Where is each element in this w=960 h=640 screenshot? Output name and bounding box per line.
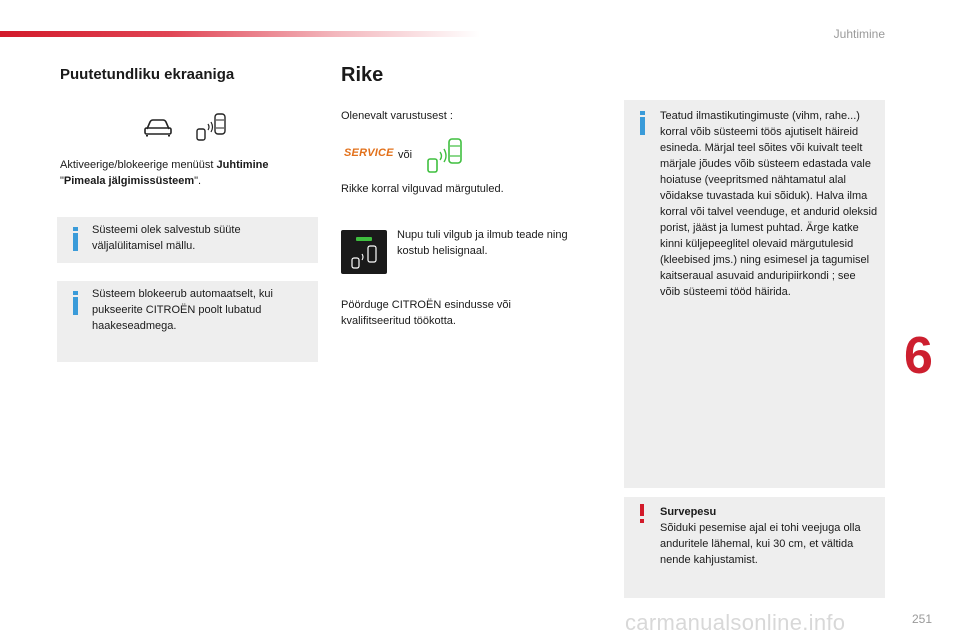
service-warning-icon: SERVICE: [344, 147, 394, 159]
warning-text: Sõiduki pesemise ajal ei tohi veejuga olla anduritele lähemal, kui 30 cm, et vältida nende kahjustamist.: [660, 522, 861, 566]
info-weather-text: Teatud ilmastikutingimuste (vihm, rahe...) korral võib süsteemi töös ajutiselt häireid esineda. Märjal teel sõites või kuivalt teelt märjale jõudes võib süsteem edastada vale hoiatuse (veepritsmed nähtamatul alal võidakse tuvastada kui sõiduk). Halva ilma korral või talvel veenduge, et andurid oleksid porist, jääst ja lumest puhtad. Ärge katke kinni küljepeeglitel olevaid märgutulesid (kleebised jms.) ning esimesel ja tagumisel kaitseraual asuvaid anduripiirkondi ; see võib süsteemi tööd häirida.: [660, 110, 878, 298]
fault-text: Rikke korral vilguvad märgutuled.: [341, 183, 504, 195]
contact-dealer-text: Pöörduge CITROËN esindusse või kvalifitseeritud töökotta.: [341, 299, 511, 327]
info-icon-dot: [73, 227, 78, 231]
button-symbol-icon: [347, 245, 381, 271]
watermark: carmanualsonline.info: [625, 610, 846, 635]
info-icon: [73, 233, 78, 251]
warning-title: Survepesu: [660, 506, 717, 518]
car-icon: [142, 117, 174, 137]
fault-heading: Rike: [341, 64, 384, 86]
info-icon: [640, 117, 645, 135]
chapter-number: 6: [904, 327, 933, 385]
blind-spot-warning-icon: [425, 137, 465, 175]
quote-open: ": [60, 175, 64, 187]
blind-spot-icon: [194, 112, 228, 142]
warning-content: [660, 504, 878, 568]
activation-instructions: [60, 157, 310, 189]
warning-icon-dot: [640, 519, 644, 523]
info-icon-dot: [640, 111, 645, 115]
info-icon-dot: [73, 291, 78, 295]
warning-box-washing: [624, 497, 885, 598]
menu-name-blind-spot: Pimeala jälgimissüsteem: [63, 175, 195, 187]
button-text: Nupu tuli vilgub ja ilmub teade ning kostub helisignaal.: [397, 229, 568, 257]
blind-spot-button-icon: [341, 230, 387, 274]
info-box-towing: [57, 281, 318, 362]
touchscreen-heading: Puutetundliku ekraaniga: [60, 66, 235, 83]
warning-icon: [640, 504, 644, 516]
info-memory-text: Süsteemi olek salvestub süüte väljalülitamisel mällu.: [92, 224, 241, 252]
info-towing-text: Süsteem blokeerub automaatselt, kui pukseerite CITROËN poolt lubatud haakeseadmega.: [92, 288, 273, 332]
equipment-text: Olenevalt varustusest :: [341, 110, 453, 122]
info-box-weather: [624, 100, 885, 488]
chapter-accent-bar: [0, 31, 480, 37]
chapter-title: Juhtimine: [833, 27, 885, 41]
activation-text: Aktiveerige/blokeerige menüüst: [60, 159, 217, 171]
button-led: [356, 237, 372, 241]
menu-name-driving: Juhtimine: [216, 159, 269, 171]
info-box-memory: [57, 217, 318, 263]
or-text: või: [398, 149, 413, 161]
page-number: 251: [912, 612, 933, 626]
quote-close: ".: [194, 175, 202, 187]
info-icon: [73, 297, 78, 315]
